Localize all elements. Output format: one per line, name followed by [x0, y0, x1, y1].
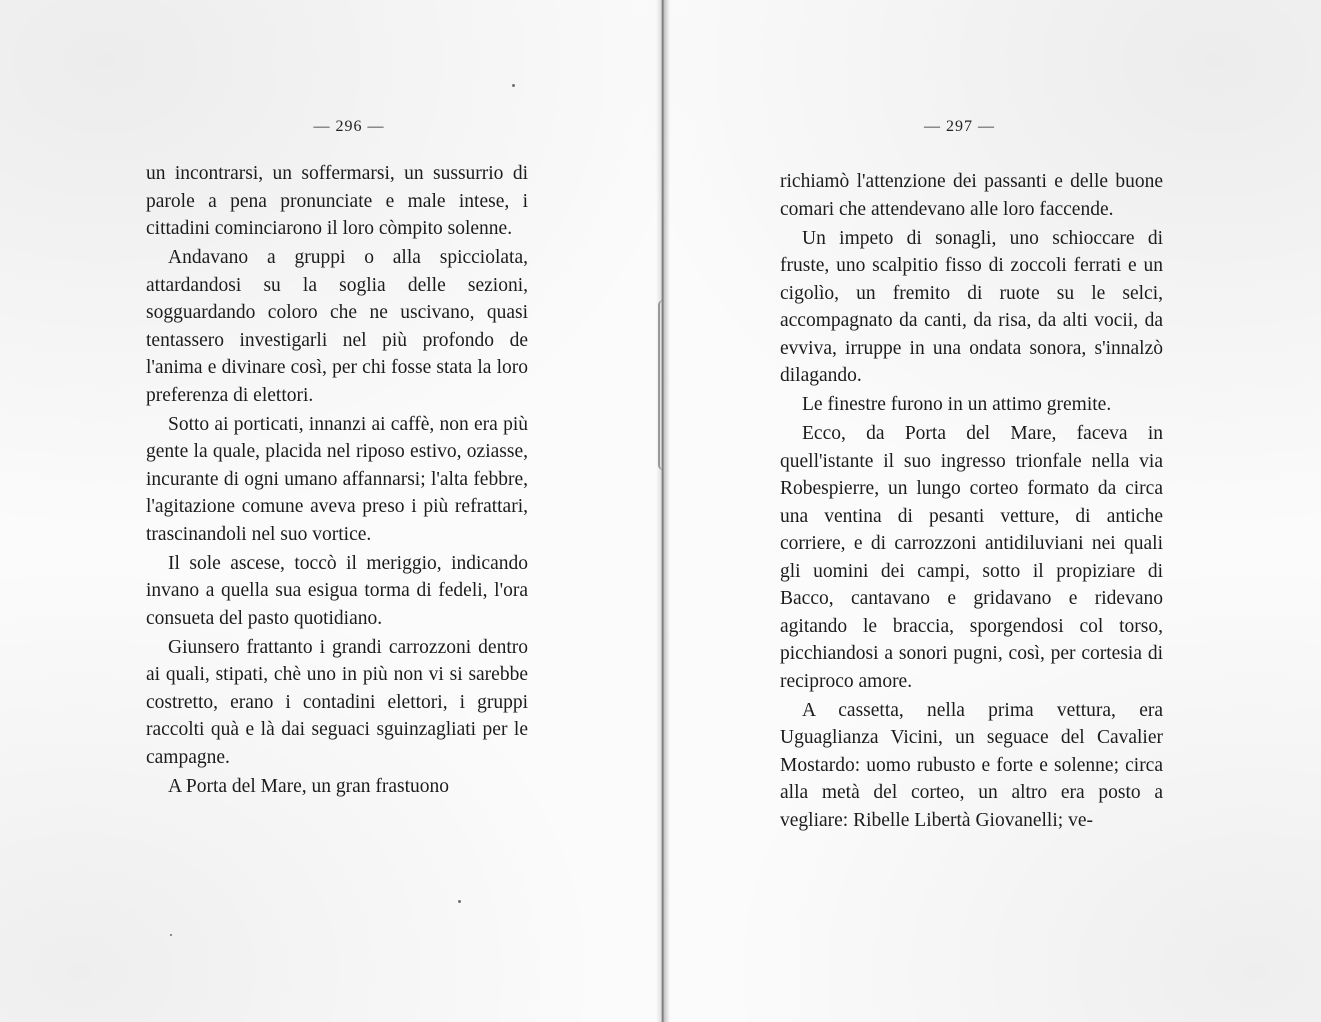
paragraph: richiamò l'attenzione dei passanti e delle buone comari che attendevano alle loro faccende.: [780, 171, 1163, 220]
paragraph: A Porta del Mare, un gran frastuono: [168, 775, 450, 797]
paragraph: Un impeto di sonagli, uno schioccare di fruste, uno scalpitio fisso di zoccoli ferrati e un cigolìo, un fremito di ruote su le selci, accompagnato da canti, da risa, da alti vocii, da evviva, irruppe in una ondata sonora, s'innalzò dilagando.: [780, 227, 1163, 386]
page-number-left: — 296 —: [313, 118, 385, 135]
paragraph: Sotto ai porticati, innanzi ai caffè, non era più gente la quale, placida nel riposo estivo, oziasse, incurante di ogni umano affannarsi; l'alta febbre, l'agitazione comune aveva preso i più refrattari, trascinandoli nel suo vortice.: [146, 413, 528, 545]
paragraph: un incontrarsi, un soffermarsi, un sussurrio di parole a pena pronunciate e male intese, i cittadini cominciarono il loro còmpito solenne.: [146, 163, 528, 239]
page-number-right: — 297 —: [924, 118, 995, 135]
paragraph: A cassetta, nella prima vettura, era Uguaglianza Vicini, un seguace del Cavalier Mostardo: uomo rubusto e forte e solenne; circa alla metà del corteo, un altro era posto a vegliare: Ribelle Libertà Giovanelli; ve-: [780, 699, 1163, 831]
paragraph: Giunsero frattanto i grandi carrozzoni dentro ai quali, stipati, chè uno in più non vi si sarebbe costretto, erano i contadini elettori, i gruppi raccolti quà e là dai seguaci sguinzagliati per le campagne.: [146, 636, 528, 768]
scan-speck: [458, 900, 461, 903]
paragraph: Andavano a gruppi o alla spicciolata, attardandosi su la soglia delle sezioni, sogguardando coloro che ne uscivano, quasi tentassero investigarli nel più profondo de l'anima e divinare così, per chi fosse stata la loro preferenza di elettori.: [146, 247, 528, 406]
paragraph: Il sole ascese, toccò il meriggio, indicando invano a quella sua esigua torma di fedeli, l'ora consueta del pasto quotidiano.: [146, 552, 528, 629]
binding-thread: [658, 300, 668, 470]
right-page-text: [780, 168, 1163, 834]
book-gutter: [656, 0, 670, 1022]
scan-speck: [170, 934, 172, 936]
paragraph: Ecco, da Porta del Mare, faceva in quell'istante il suo ingresso trionfale nella via Robespierre, un lungo corteo formato da circa una ventina di pesanti vetture, di antiche corriere, e di carrozzoni antidiluviani nei quali gli uomini dei campi, sotto il propiziare di Bacco, cantavano e gridavano e ridevano agitando le braccia, sporgendosi col torso, picchiandosi a sonori pugni, così, per cortesia di reciproco amore.: [780, 423, 1163, 692]
left-page-text: [146, 160, 528, 800]
paragraph: Le finestre furono in un attimo gremite.: [802, 394, 1112, 415]
scan-speck: [512, 84, 515, 87]
